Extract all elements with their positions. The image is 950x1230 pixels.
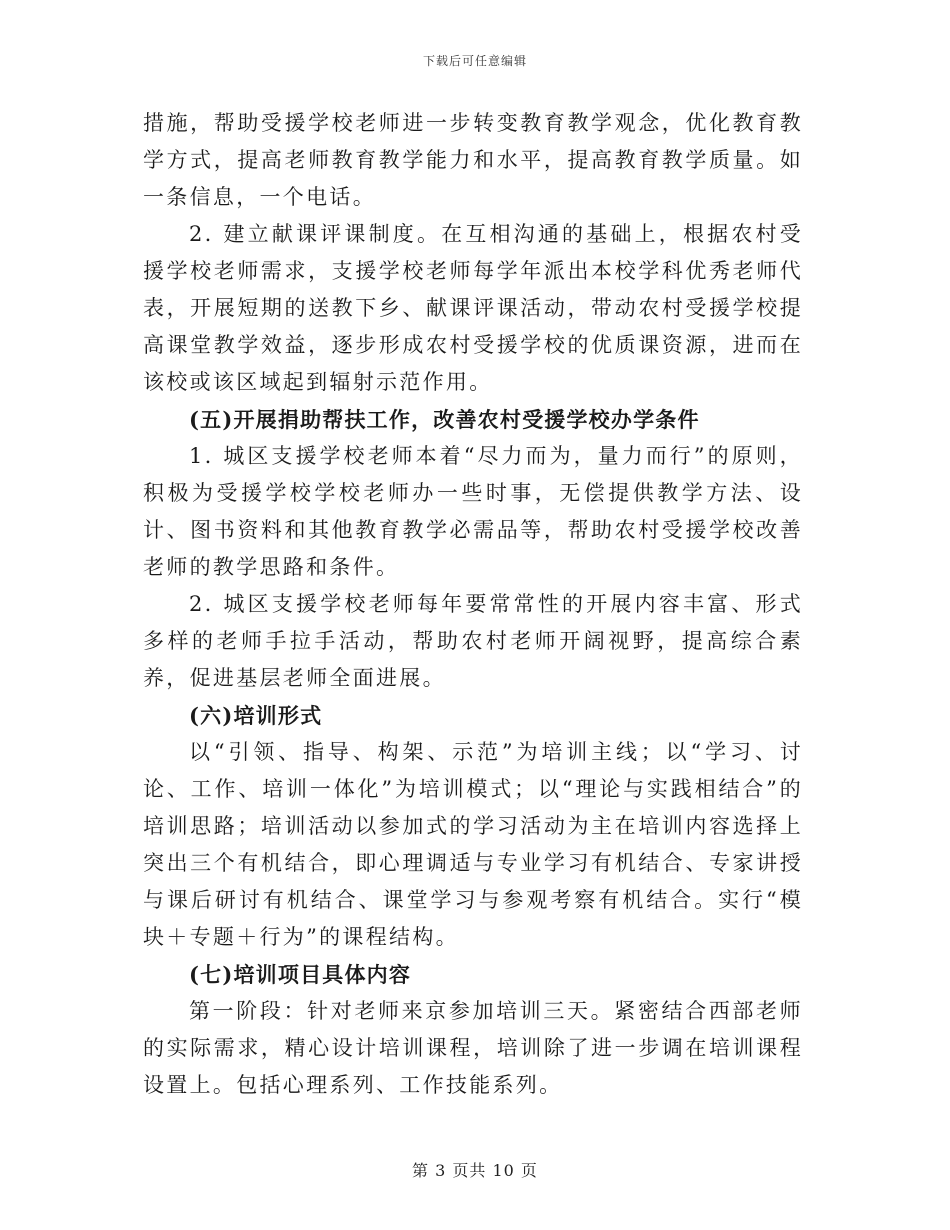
section-heading-6: (六)培训形式 (189, 703, 323, 728)
document-body (143, 105, 803, 1104)
paragraph-continued: 措施，帮助受援学校老师进一步转变教育教学观念，优化教育教学方式，提高老师教育教学能力和水平，提高教育教学质量。如一条信息，一个电话。 (143, 111, 803, 209)
paragraph-phase-one: 第一阶段：针对老师来京参加培训三天。紧密结合西部老师的实际需求，精心设计培训课程，培训除了进一步调在培训课程设置上。包括心理系列、工作技能系列。 (143, 999, 803, 1097)
section-heading-7: (七)培训项目具体内容 (189, 962, 412, 987)
paragraph-item-2-activities: 2. 城区支援学校老师每年要常常性的开展内容丰富、形式多样的老师手拉手活动，帮助农村老师开阔视野，提高综合素养，促进基层老师全面进展。 (143, 592, 803, 690)
paragraph-item-1-support: 1. 城区支援学校老师本着“尽力而为，量力而行”的原则，积极为受援学校学校老师办一些时事，无偿提供教学方法、设计、图书资料和其他教育教学必需品等，帮助农村受援学校改善老师的教学思路和条件。 (143, 444, 803, 579)
section-heading-5: (五)开展捐助帮扶工作，改善农村受援学校办学条件 (189, 407, 700, 432)
paragraph-training-form: 以“引领、指导、构架、示范”为培训主线；以“学习、讨论、工作、培训一体化”为培训模式；以“理论与实践相结合”的培训思路；培训活动以参加式的学习活动为主在培训内容选择上突出三个有机结合，即心理调适与专业学习有机结合、专家讲授与课后研讨有机结合、课堂学习与参观考察有机结合。实行“模块＋专题＋行为”的课程结构。 (143, 740, 803, 949)
page-header: 下载后可任意编辑 (422, 54, 527, 68)
paragraph-item-2-lecture-review: 2. 建立献课评课制度。在互相沟通的基础上，根据农村受援学校老师需求，支援学校老师每学年派出本校学科优秀老师代表，开展短期的送教下乡、献课评课活动，带动农村受援学校提高课堂教学效益，逐步形成农村受援学校的优质课资源，进而在该校或该区域起到辐射示范作用。 (143, 222, 803, 394)
page-footer: 第 3 页共 10 页 (412, 1161, 538, 1180)
